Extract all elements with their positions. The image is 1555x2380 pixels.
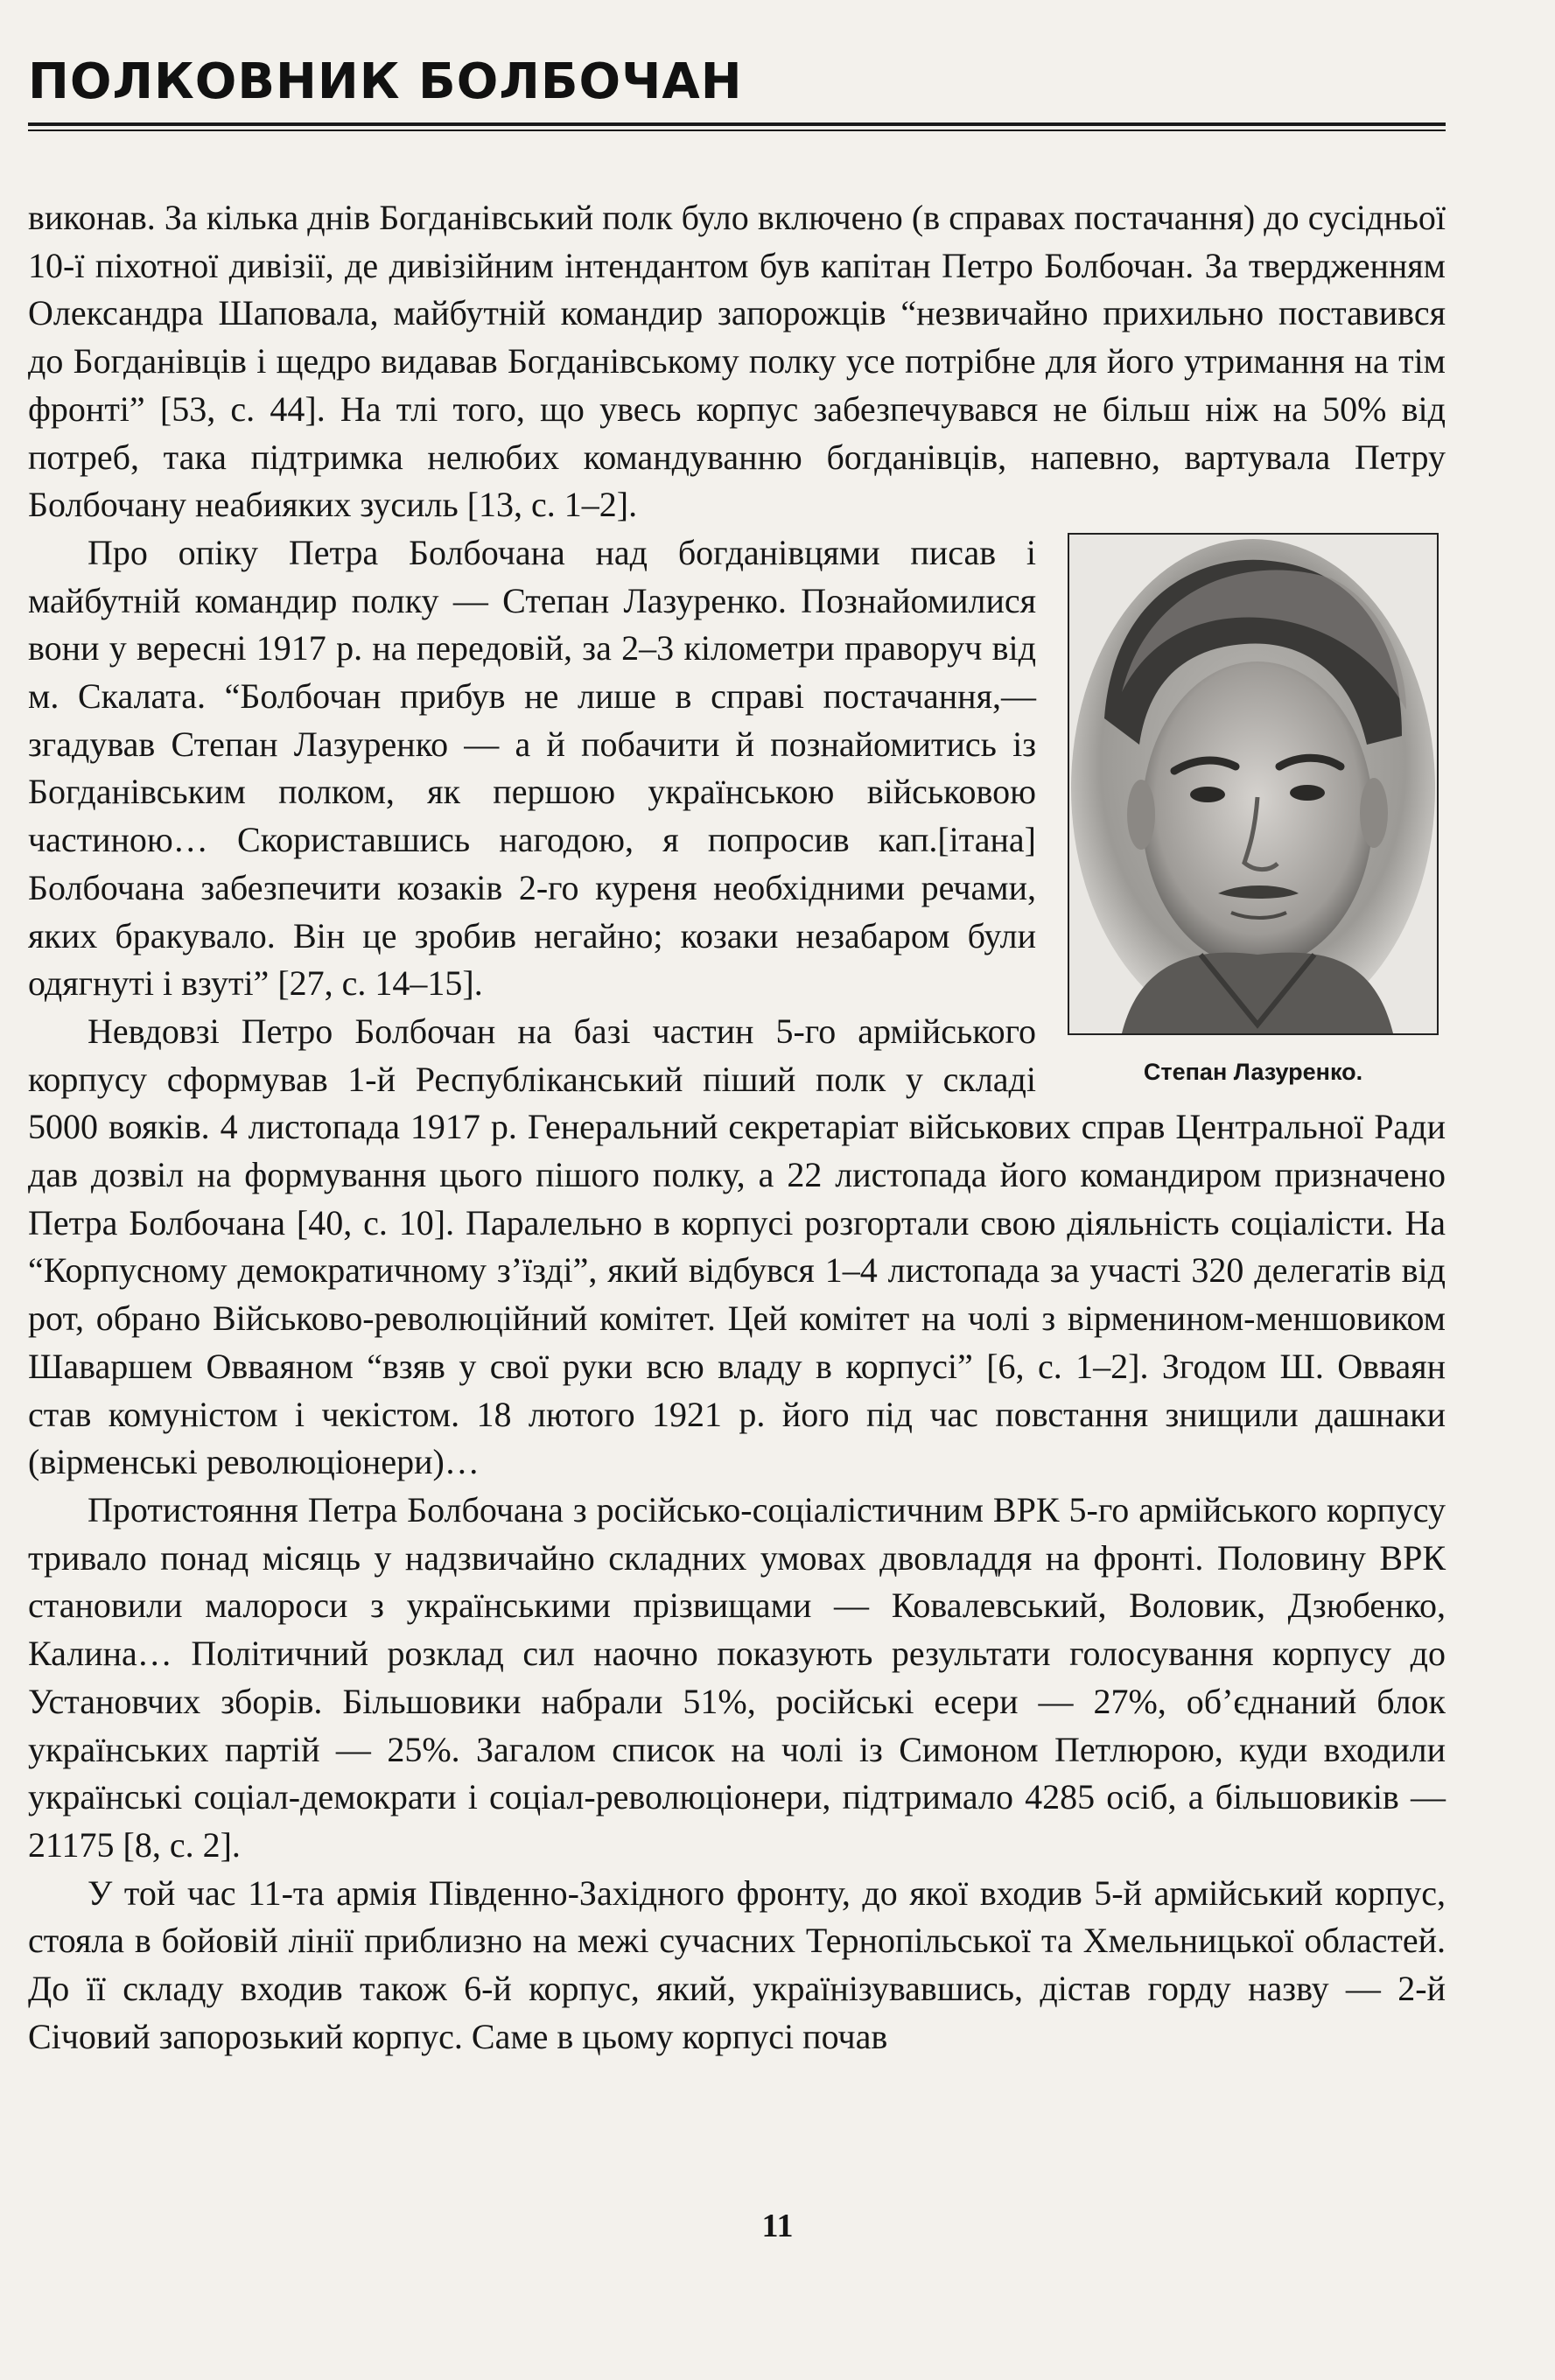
- paragraph-3: Невдовзі Петро Болбочан на базі частин 5-го армійського корпусу сформував 1-й Республіканський піший полк у складі 5000 вояків. 4 листопада 1917 р. Генеральний секретаріат військових справ Центральної Ради дав дозвіл на формування цього пішого полку, а 22 листопада його командиром призначено Петра Болбочана [40, с. 10]. Паралельно в корпусі розгортали свою діяльність соціалісти. На “Корпусному демократичному з’їзді”, який відбувся 1–4 листопада за участі 320 делегатів від рот, обрано Військово-революційний комітет. Цей комітет на чолі з вірменином-меншовиком Шаваршем Овваяном “взяв у свої руки всю владу в корпусі” [6, с. 1–2]. Згодом Ш. Овваян став комуністом і чекістом. 18 лютого 1921 р. його під час повстання знищили дашнаки (вірменські революціонери)…: [28, 1011, 1446, 1482]
- header-rule-thick: [28, 122, 1446, 126]
- paragraph-2-text: Про опіку Петра Болбочана над богданівцями писав і майбутній командир полку — Степан Лазуренко. Познайомилися вони у вересні 1917 р. на передовій, за 2–3 кілометри праворуч від м. Скалата. “Болбочан прибув не лише в справі постачання,— згадував Степан Лазуренко — а й побачити й познайомитись із Богданівським полком, як першою українською військовою частиною… Скориставшись нагодою, я попросив кап.[ітана] Болбочана забезпечити козаків 2-го куреня необхідними речами, яких бракувало. Він це зробив негайно; козаки незабаром були одягнуті і взуті” [27, с. 14–15].: [28, 532, 1036, 1004]
- body-text: [28, 194, 1446, 2061]
- header-rule-thin: [28, 130, 1446, 131]
- paragraph-5: У той час 11-та армія Південно-Західного фронту, до якої входив 5-й армійський корпус, стояла в бойовій лінії приблизно на межі сучасних Тернопільської та Хмельницької областей. До її складу входив також 6-й корпус, який, українізувавшись, дістав горду назву — 2-й Січовий запорозький корпус. Саме в цьому корпусі почав: [28, 1872, 1446, 2056]
- paragraph-1: виконав. За кілька днів Богданівський полк було включено (в справах постачання) до сусідньої 10-ї піхотної дивізії, де дивізійним інтендантом був капітан Петро Болбочан. За твердженням Олександра Шаповала, майбутній командир запорожців “незвичайно прихильно поставився до Богданівців і щедро видавав Богданівському полку усе потрібне для його утримання на тім фронті” [53, с. 44]. На тлі того, що увесь корпус забезпечувався не більш ніж на 50% від потреб, така підтримка нелюбих командуванню богданівців, напевно, вартувала Петру Болбочану неабияких зусиль [13, с. 1–2].: [28, 198, 1446, 525]
- page-header: [28, 51, 1446, 130]
- running-title: ПОЛКОВНИК БОЛБОЧАН: [28, 53, 743, 110]
- portrait-photo: [1068, 533, 1439, 1035]
- portrait-photo-graphic: [1069, 535, 1437, 1033]
- portrait-figure: [1068, 533, 1446, 1088]
- paragraph-4: Протистояння Петра Болбочана з російсько-соціалістичним ВРК 5-го армійського корпусу тривало понад місяць у надзвичайно складних умовах двовладдя на фронті. Половину ВРК становили малороси з українськими прізвищами — Ковалевський, Воловик, Дзюбенко, Калина… Політичний розклад сил наочно показують результати голосування корпусу до Установчих зборів. Більшовики набрали 51%, російські есери — 27%, об’єднаний блок українських партій — 25%. Загалом список на чолі із Симоном Петлюрою, куди входили українські соціал-демократи і соціал-революціонери, підтримало 4285 осіб, а більшовиків — 21175 [8, с. 2].: [28, 1489, 1446, 1865]
- page-number: 11: [761, 2208, 794, 2244]
- paragraph-2: [28, 529, 1446, 1085]
- portrait-caption: Степан Лазуренко.: [1143, 1058, 1363, 1085]
